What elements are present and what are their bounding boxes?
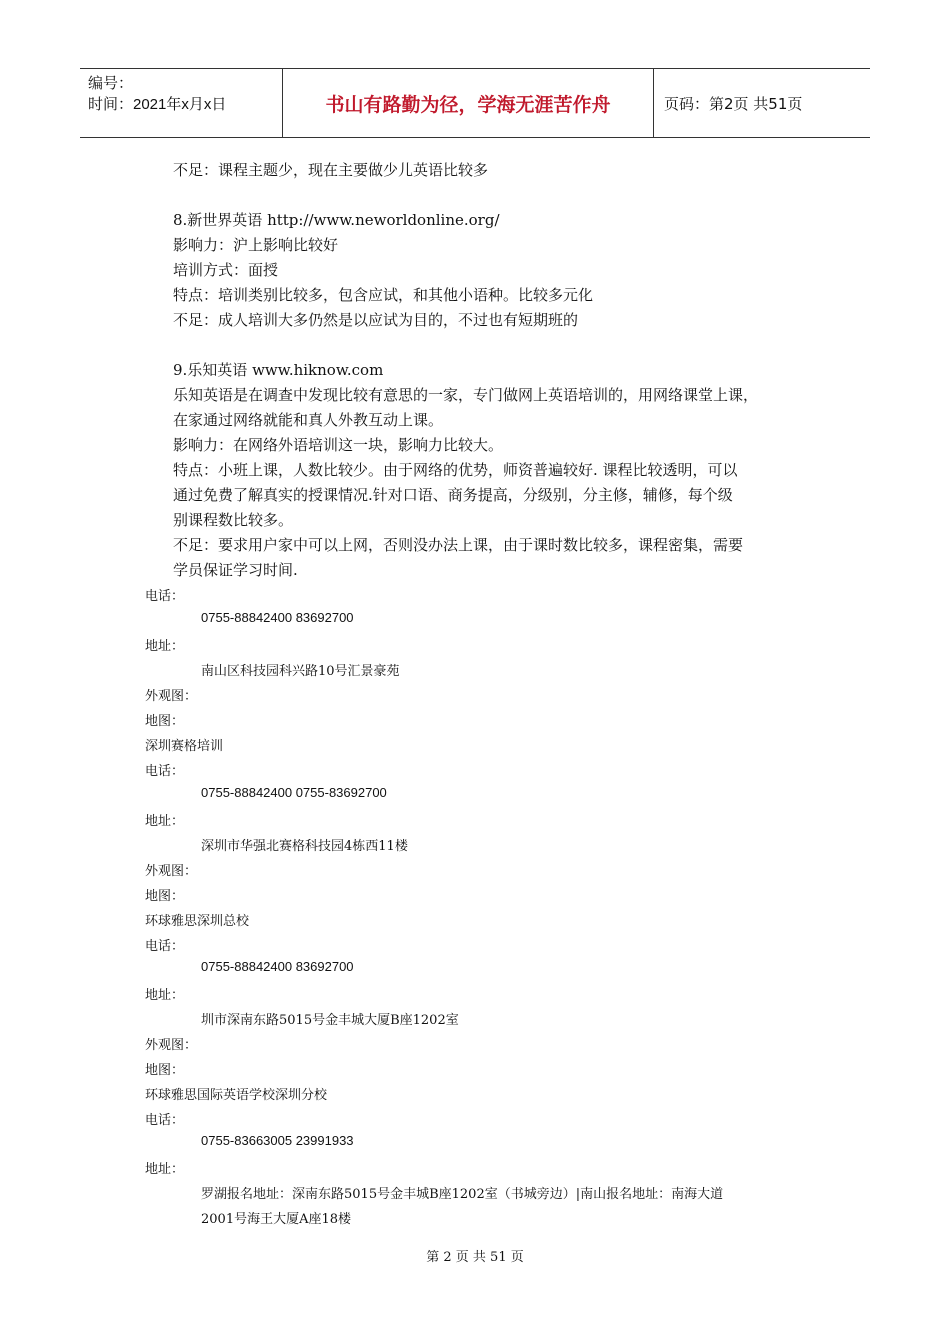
- map-label: 地图：: [145, 1063, 185, 1078]
- header-page-info: 页码：第2页 共51页: [664, 94, 803, 113]
- phone-label: 电话：: [145, 764, 185, 779]
- phone-label: 电话：: [145, 1113, 185, 1128]
- header-motto: 书山有路勤为径，学海无涯苦作舟: [283, 69, 654, 137]
- address-value-continued: 2001号海王大厦A座18楼: [201, 1212, 352, 1227]
- school-name: 环球雅思国际英语学校深圳分校: [145, 1088, 328, 1103]
- phone-value: 0755-83663005 23991933: [201, 1133, 354, 1148]
- address-value: 罗湖报名地址：深南东路5015号金丰城B座1202室（书城旁边）|南山报名地址：南海大道: [201, 1187, 724, 1202]
- paragraph-line: 8.新世界英语 http://www.neworldonline.org/: [173, 211, 500, 229]
- address-value: 圳市深南东路5015号金丰城大厦B座1202室: [201, 1013, 459, 1028]
- phone-value: 0755-88842400 83692700: [201, 959, 354, 974]
- page-footer: 第 2 页 共 51 页: [426, 1250, 524, 1265]
- paragraph-line: 不足：成人培训大多仍然是以应试为目的，不过也有短期班的: [173, 311, 579, 329]
- paragraph-line: 不足：要求用户家中可以上网，否则没办法上课，由于课时数比较多，课程密集，需要: [173, 536, 744, 554]
- header-time-label: 时间：2021年x月x日: [88, 96, 227, 113]
- paragraph-line: 学员保证学习时间.: [173, 561, 298, 579]
- phone-label: 电话：: [145, 939, 185, 954]
- paragraph-line: 培训方式：面授: [173, 261, 279, 279]
- paragraph-line: 特点：培训类别比较多，包含应试，和其他小语种。比较多元化: [173, 286, 594, 304]
- page-header: [80, 68, 870, 138]
- map-label: 地图：: [145, 889, 185, 904]
- paragraph-line: 通过免费了解真实的授课情况.针对口语、商务提高，分级别，分主修，辅修，每个级: [173, 486, 733, 504]
- paragraph-line: 乐知英语是在调查中发现比较有意思的一家，专门做网上英语培训的，用网络课堂上课，: [173, 386, 759, 404]
- paragraph-line: 别课程数比较多。: [173, 511, 294, 529]
- school-name: 环球雅思深圳总校: [145, 914, 250, 929]
- phone-label: 电话：: [145, 589, 185, 604]
- paragraph-line: 9.乐知英语 www.hiknow.com: [173, 361, 384, 379]
- phone-value: 0755-88842400 0755-83692700: [201, 785, 387, 800]
- address-value: 深圳市华强北赛格科技园4栋西11楼: [201, 839, 408, 854]
- address-label: 地址：: [145, 1162, 185, 1177]
- exterior-label: 外观图：: [145, 1038, 198, 1053]
- paragraph-line: 不足：课程主题少，现在主要做少儿英语比较多: [173, 161, 489, 179]
- exterior-label: 外观图：: [145, 864, 198, 879]
- school-name: 深圳赛格培训: [145, 739, 224, 754]
- paragraph-line: 特点：小班上课，人数比较少。由于网络的优势，师资普遍较好. 课程比较透明，可以: [173, 461, 738, 479]
- phone-value: 0755-88842400 83692700: [201, 610, 354, 625]
- paragraph-line: 影响力：沪上影响比较好: [173, 236, 339, 254]
- exterior-label: 外观图：: [145, 689, 198, 704]
- address-label: 地址：: [145, 639, 185, 654]
- map-label: 地图：: [145, 714, 185, 729]
- address-label: 地址：: [145, 988, 185, 1003]
- address-value: 南山区科技园科兴路10号汇景豪苑: [201, 664, 400, 679]
- header-meta: [80, 69, 283, 137]
- paragraph-line: 影响力：在网络外语培训这一块，影响力比较大。: [173, 436, 504, 454]
- header-number-label: 编号：: [88, 75, 134, 92]
- paragraph-line: 在家通过网络就能和真人外教互动上课。: [173, 411, 444, 429]
- address-label: 地址：: [145, 814, 185, 829]
